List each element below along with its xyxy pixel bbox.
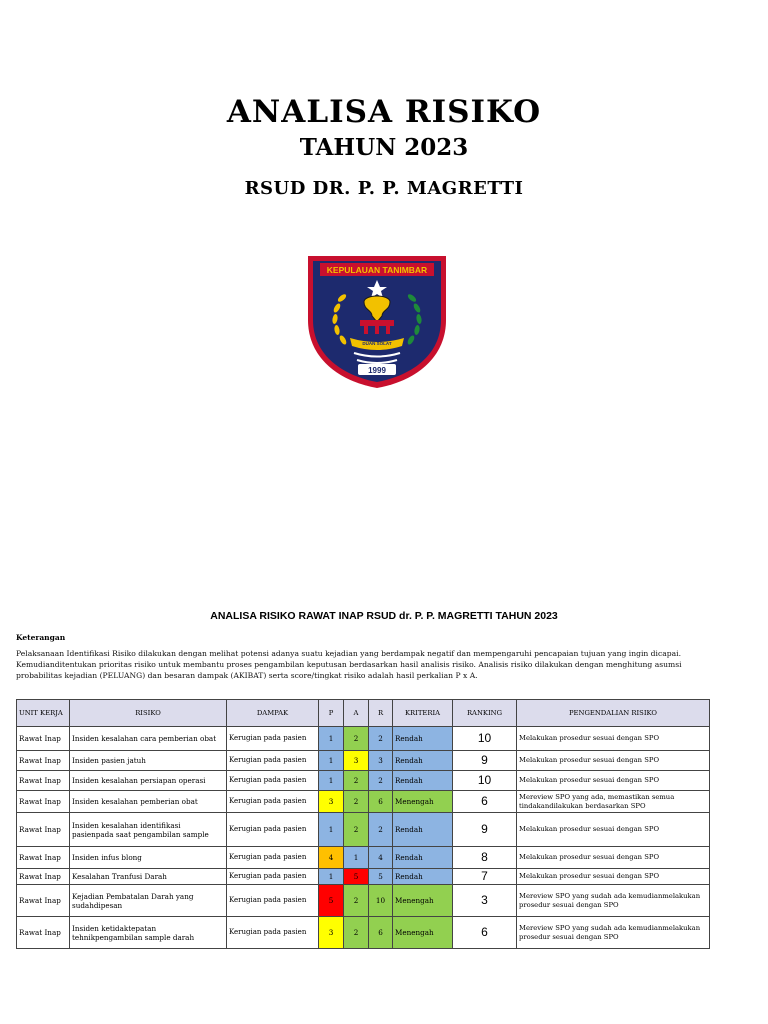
cell-kriteria: Rendah: [393, 813, 453, 847]
cell-r: 2: [369, 771, 393, 791]
cell-unit: Rawat Inap: [17, 847, 70, 869]
cell-ranking: 9: [453, 813, 517, 847]
cell-r: 6: [369, 791, 393, 813]
table-row: [17, 791, 710, 813]
cell-kriteria: Menengah: [393, 885, 453, 917]
cell-risiko: Insiden kesalahan pemberian obat: [70, 791, 227, 813]
cell-r: 4: [369, 847, 393, 869]
cell-unit: Rawat Inap: [17, 917, 70, 949]
cell-risiko: Kejadian Pembatalan Darah yang sudahdipesan: [70, 885, 227, 917]
header-a: A: [344, 700, 369, 727]
cell-r: 6: [369, 917, 393, 949]
cell-dampak: Kerugian pada pasien: [227, 791, 319, 813]
cell-p: 5: [319, 885, 344, 917]
cell-p: 1: [319, 869, 344, 885]
table-row: [17, 869, 710, 885]
cell-ranking: 9: [453, 751, 517, 771]
cell-dampak: Kerugian pada pasien: [227, 885, 319, 917]
cell-a: 2: [344, 791, 369, 813]
cell-a: 2: [344, 771, 369, 791]
cell-unit: Rawat Inap: [17, 869, 70, 885]
cell-p: 3: [319, 917, 344, 949]
cell-ranking: 7: [453, 869, 517, 885]
table-row: [17, 885, 710, 917]
cell-risiko: Insiden infus blong: [70, 847, 227, 869]
cell-r: 3: [369, 751, 393, 771]
header-dampak: DAMPAK: [227, 700, 319, 727]
cell-dampak: Kerugian pada pasien: [227, 813, 319, 847]
cell-r: 10: [369, 885, 393, 917]
cell-ranking: 3: [453, 885, 517, 917]
cell-a: 2: [344, 727, 369, 751]
cell-kriteria: Menengah: [393, 917, 453, 949]
cell-r: 5: [369, 869, 393, 885]
cell-unit: Rawat Inap: [17, 885, 70, 917]
cell-ranking: 6: [453, 917, 517, 949]
cell-unit: Rawat Inap: [17, 751, 70, 771]
cell-pengendalian: Melakukan prosedur sesuai dengan SPO: [517, 847, 710, 869]
cell-risiko: Insiden kesalahan identifikasi pasienpada saat pengambilan sample: [70, 813, 227, 847]
cell-risiko: Kesalahan Tranfusi Darah: [70, 869, 227, 885]
cell-risiko: Insiden ketidaktepatan tehnikpengambilan sample darah: [70, 917, 227, 949]
document-title: ANALISA RISIKO: [226, 94, 542, 130]
cell-dampak: Kerugian pada pasien: [227, 751, 319, 771]
cell-r: 2: [369, 813, 393, 847]
cell-p: 4: [319, 847, 344, 869]
cell-pengendalian: Melakukan prosedur sesuai dengan SPO: [517, 751, 710, 771]
cell-dampak: Kerugian pada pasien: [227, 727, 319, 751]
cell-kriteria: Rendah: [393, 751, 453, 771]
cell-pengendalian: Melakukan prosedur sesuai dengan SPO: [517, 813, 710, 847]
cell-dampak: Kerugian pada pasien: [227, 847, 319, 869]
cell-unit: Rawat Inap: [17, 791, 70, 813]
cell-p: 1: [319, 813, 344, 847]
cell-pengendalian: Melakukan prosedur sesuai dengan SPO: [517, 727, 710, 751]
header-risiko: RISIKO: [70, 700, 227, 727]
cell-kriteria: Rendah: [393, 847, 453, 869]
cell-ranking: 10: [453, 771, 517, 791]
cell-p: 1: [319, 751, 344, 771]
cell-risiko: Insiden kesalahan persiapan operasi: [70, 771, 227, 791]
header-p: P: [319, 700, 344, 727]
table-row: [17, 771, 710, 791]
cell-pengendalian: Melakukan prosedur sesuai dengan SPO: [517, 869, 710, 885]
regency-emblem-logo: [302, 250, 452, 390]
cell-a: 2: [344, 917, 369, 949]
table-section-title: ANALISA RISIKO RAWAT INAP RSUD dr. P. P. MAGRETTI TAHUN 2023: [210, 610, 558, 622]
table-row: [17, 813, 710, 847]
cell-a: 1: [344, 847, 369, 869]
header-pengendalian: PENGENDALIAN RISIKO: [517, 700, 710, 727]
cell-unit: Rawat Inap: [17, 813, 70, 847]
cell-pengendalian: Melakukan prosedur sesuai dengan SPO: [517, 771, 710, 791]
header-r: R: [369, 700, 393, 727]
cell-dampak: Kerugian pada pasien: [227, 771, 319, 791]
logo-top-text: KEPULAUAN TANIMBAR: [326, 265, 428, 275]
cell-risiko: Insiden pasien jatuh: [70, 751, 227, 771]
cell-unit: Rawat Inap: [17, 771, 70, 791]
cell-p: 1: [319, 771, 344, 791]
logo-year-text: 1999: [368, 366, 386, 375]
risk-analysis-table: [16, 699, 710, 949]
table-row: [17, 727, 710, 751]
cell-ranking: 10: [453, 727, 517, 751]
cell-a: 2: [344, 885, 369, 917]
cell-risiko: Insiden kesalahan cara pemberian obat: [70, 727, 227, 751]
table-header-row: [17, 700, 710, 727]
cell-ranking: 6: [453, 791, 517, 813]
cell-pengendalian: Mereview SPO yang sudah ada kemudianmelakukan prosedur sesuai dengan SPO: [517, 885, 710, 917]
cell-p: 1: [319, 727, 344, 751]
cell-r: 2: [369, 727, 393, 751]
table-row: [17, 751, 710, 771]
cell-dampak: Kerugian pada pasien: [227, 917, 319, 949]
cell-kriteria: Rendah: [393, 727, 453, 751]
cell-kriteria: Rendah: [393, 869, 453, 885]
cell-p: 3: [319, 791, 344, 813]
cell-pengendalian: Mereview SPO yang ada, memastikan semua tindakandilakukan berdasarkan SPO: [517, 791, 710, 813]
document-year: TAHUN 2023: [299, 134, 469, 161]
table-row: [17, 847, 710, 869]
risk-table-body: [17, 727, 710, 949]
header-ranking: RANKING: [453, 700, 517, 727]
cell-pengendalian: Mereview SPO yang sudah ada kemudianmelakukan prosedur sesuai dengan SPO: [517, 917, 710, 949]
header-kriteria: KRITERIA: [393, 700, 453, 727]
cell-unit: Rawat Inap: [17, 727, 70, 751]
cell-ranking: 8: [453, 847, 517, 869]
cell-dampak: Kerugian pada pasien: [227, 869, 319, 885]
cell-a: 2: [344, 813, 369, 847]
cell-a: 5: [344, 869, 369, 885]
table-row: [17, 917, 710, 949]
logo-ribbon-text: DUAN SOLAT: [362, 341, 392, 346]
hospital-name: RSUD DR. P. P. MAGRETTI: [244, 178, 524, 199]
keterangan-text: Pelaksanaan Identifikasi Risiko dilakukan dengan melihat potensi adanya suatu kejadian yang berdampak negatif dan mempengaruhi pencapaian tujuan yang ingin dicapai. Kemudianditentukan prioritas risiko untuk membantu proses pengambilan keputusan berdasarkan hasil analisis risiko. Analisis risiko dilakukan dengan menghitung asumsi probabilitas kejadian (PELUANG) dan besaran dampak (AKIBAT) serta score/tingkat risiko adalah hasil perkalian P x A.: [16, 649, 682, 680]
cell-kriteria: Rendah: [393, 771, 453, 791]
cell-kriteria: Menengah: [393, 791, 453, 813]
cell-a: 3: [344, 751, 369, 771]
header-unit: UNIT KERJA: [17, 700, 70, 727]
keterangan-label: Keterangan: [16, 633, 66, 642]
